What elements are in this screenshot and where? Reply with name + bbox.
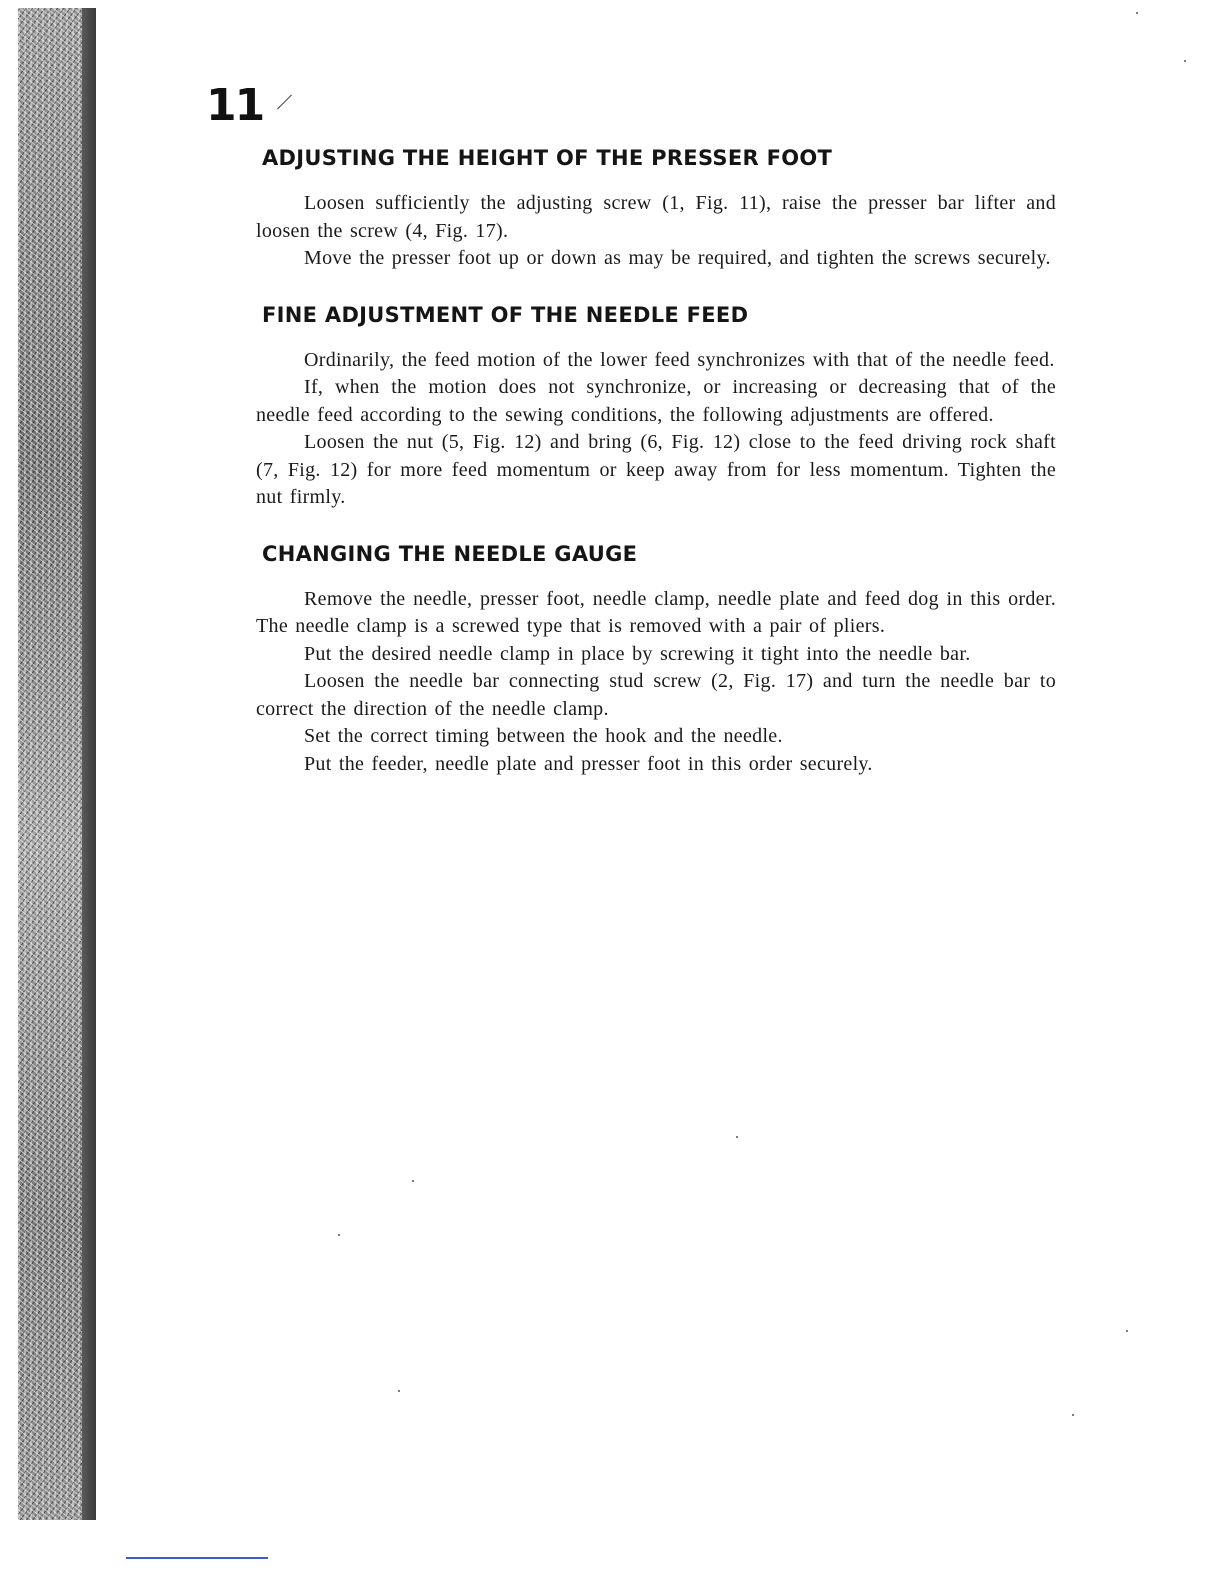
section-title: ADJUSTING THE HEIGHT OF THE PRESSER FOOT bbox=[262, 146, 833, 170]
binding-shadow bbox=[82, 8, 96, 1520]
scan-speck bbox=[338, 1234, 340, 1236]
scan-speck bbox=[736, 1136, 738, 1138]
paragraph: Put the desired needle clamp in place by screwing it tight into the needle bar. bbox=[304, 642, 971, 665]
scan-speck bbox=[412, 1180, 414, 1182]
section-needle-feed-adjustment bbox=[256, 303, 1056, 512]
footer-rule bbox=[126, 1557, 268, 1559]
paragraph: Set the correct timing between the hook and the needle. bbox=[304, 725, 783, 747]
paragraph: Remove the needle, presser foot, needle clamp, needle plate and feed dog in this order. The needle clamp is a screwed type that is removed with a pair of pliers. bbox=[256, 587, 1056, 637]
section-title: FINE ADJUSTMENT OF THE NEEDLE FEED bbox=[262, 302, 749, 327]
paragraph: If, when the motion does not synchronize, or increasing or decreasing that of the needle feed according to the sewing conditions, the following adjustments are offered. bbox=[256, 376, 1056, 426]
paragraph: Loosen the nut (5, Fig. 12) and bring (6, Fig. 12) close to the feed driving rock shaft (7, Fig. 12) for more feed momentum or keep away from for less momentum. Tighten the nut firmly. bbox=[256, 431, 1056, 508]
page-body bbox=[256, 146, 1056, 808]
section-presser-foot-height bbox=[256, 146, 1056, 273]
paragraph: Move the presser foot up or down as may be required, and tighten the screws securely. bbox=[304, 247, 1051, 269]
scan-speck bbox=[1126, 1330, 1128, 1332]
paragraph: Ordinarily, the feed motion of the lower feed synchronizes with that of the needle feed. bbox=[304, 348, 1055, 371]
paragraph: Loosen the needle bar connecting stud screw (2, Fig. 17) and turn the needle bar to correct the direction of the needle clamp. bbox=[256, 670, 1056, 720]
scan-speck bbox=[1136, 12, 1138, 14]
scan-speck bbox=[1072, 1414, 1074, 1416]
scan-speck bbox=[398, 1390, 400, 1392]
pencil-tick-mark bbox=[277, 95, 292, 110]
paragraph: Loosen sufficiently the adjusting screw (1, Fig. 11), raise the presser bar lifter and loosen the screw (4, Fig. 17). bbox=[256, 192, 1056, 242]
paragraph: Put the feeder, needle plate and presser foot in this order securely. bbox=[304, 752, 873, 775]
scan-speck bbox=[1184, 60, 1186, 62]
section-needle-gauge bbox=[256, 542, 1056, 779]
page-number: 11 bbox=[206, 80, 264, 131]
section-title: CHANGING THE NEEDLE GAUGE bbox=[262, 541, 638, 566]
